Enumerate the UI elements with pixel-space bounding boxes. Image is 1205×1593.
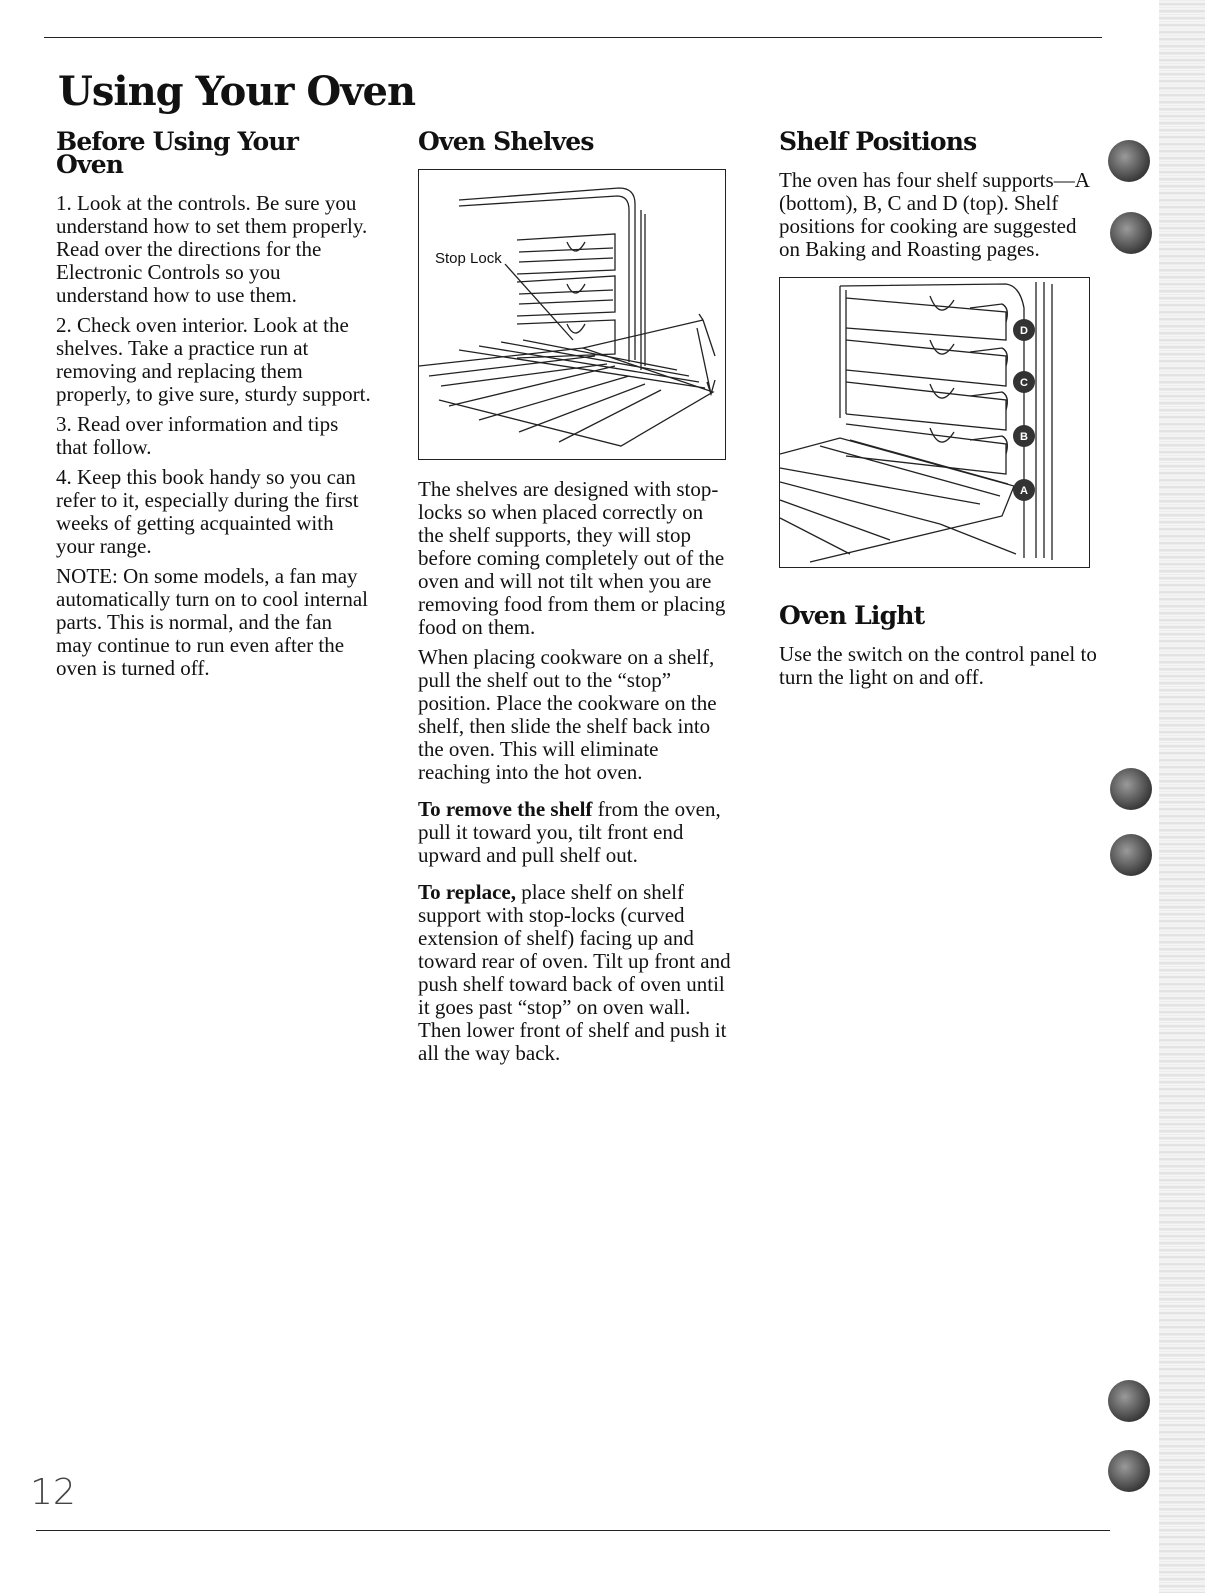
remove-shelf-lead: To remove the shelf bbox=[418, 797, 593, 821]
oven-light-heading: Oven Light bbox=[779, 601, 925, 630]
oven-light-text: Use the switch on the control panel to turn the light on and off. bbox=[779, 642, 1097, 689]
shelf-positions-illustration bbox=[780, 278, 1089, 567]
binder-hole-2 bbox=[1110, 212, 1152, 254]
before-using-item-3: 3. Read over information and tips that follow. bbox=[56, 412, 339, 459]
binder-hole-3 bbox=[1110, 768, 1152, 810]
stop-lock-illustration bbox=[419, 170, 725, 459]
shelf-marker-b: B bbox=[1020, 431, 1028, 443]
before-using-item-4: 4. Keep this book handy so you can refer to it, especially during the first weeks of getting acquainted with your range. bbox=[56, 465, 359, 558]
remove-shelf-text: from the oven, pull it toward you, tilt front end upward and pull shelf out. bbox=[418, 797, 721, 867]
before-using-section bbox=[56, 127, 371, 687]
shelf-marker-a: A bbox=[1020, 485, 1028, 497]
bottom-rule bbox=[36, 1530, 1110, 1531]
scan-edge-noise bbox=[1159, 0, 1205, 1593]
binder-hole-1 bbox=[1108, 140, 1150, 182]
shelf-positions-section bbox=[779, 127, 1099, 696]
replace-shelf-instructions bbox=[418, 881, 733, 1065]
replace-shelf-text: place shelf on shelf support with stop-locks (curved extension of shelf) facing up and toward rear of oven. Tilt up front and push shelf toward back of oven until it goes past “stop” on oven wall. Then lower front of shelf and push it all the way back. bbox=[418, 880, 731, 1065]
remove-shelf-instructions bbox=[418, 798, 733, 867]
page-number: 12 bbox=[30, 1472, 76, 1513]
oven-shelves-paragraph-1: The shelves are designed with stop-locks so when placed correctly on the shelf supports, they will stop before coming completely out of the oven and will not tilt when you are removing food from them or placing food on them. bbox=[418, 477, 726, 639]
shelf-positions-figure bbox=[779, 277, 1090, 568]
binder-hole-5 bbox=[1108, 1380, 1150, 1422]
before-using-note: NOTE: On some models, a fan may automatically turn on to cool internal parts. This is normal, and the fan may continue to run even after the oven is turned off. bbox=[56, 564, 368, 680]
before-using-item-1: 1. Look at the controls. Be sure you understand how to set them properly. Read over the directions for the Electronic Controls so you understand how to use them. bbox=[56, 191, 368, 307]
shelf-positions-heading: Shelf Positions bbox=[779, 127, 977, 156]
oven-shelves-paragraph-2: When placing cookware on a shelf, pull the shelf out to the “stop” position. Place the cookware on the shelf, then slide the shelf back into the oven. This will eliminate reaching into the hot oven. bbox=[418, 645, 717, 784]
before-using-item-2: 2. Check oven interior. Look at the shelves. Take a practice run at removing and replacing them properly, to give sure, sturdy support. bbox=[56, 313, 371, 406]
replace-shelf-lead: To replace, bbox=[418, 880, 516, 904]
oven-shelves-heading: Oven Shelves bbox=[418, 127, 594, 156]
binder-hole-4 bbox=[1110, 834, 1152, 876]
oven-shelves-section bbox=[418, 127, 733, 1072]
stop-lock-label: Stop Lock bbox=[435, 250, 502, 267]
binder-hole-6 bbox=[1108, 1450, 1150, 1492]
shelf-marker-c: C bbox=[1020, 377, 1028, 389]
shelf-positions-text: The oven has four shelf supports—A (bottom), B, C and D (top). Shelf positions for cooking are suggested on Baking and Roasting pages. bbox=[779, 168, 1089, 261]
shelf-marker-d: D bbox=[1020, 325, 1028, 337]
stop-lock-figure bbox=[418, 169, 726, 460]
before-using-heading: Before Using Your Oven bbox=[56, 127, 299, 179]
top-rule bbox=[44, 37, 1102, 38]
page-title: Using Your Oven bbox=[58, 68, 416, 115]
